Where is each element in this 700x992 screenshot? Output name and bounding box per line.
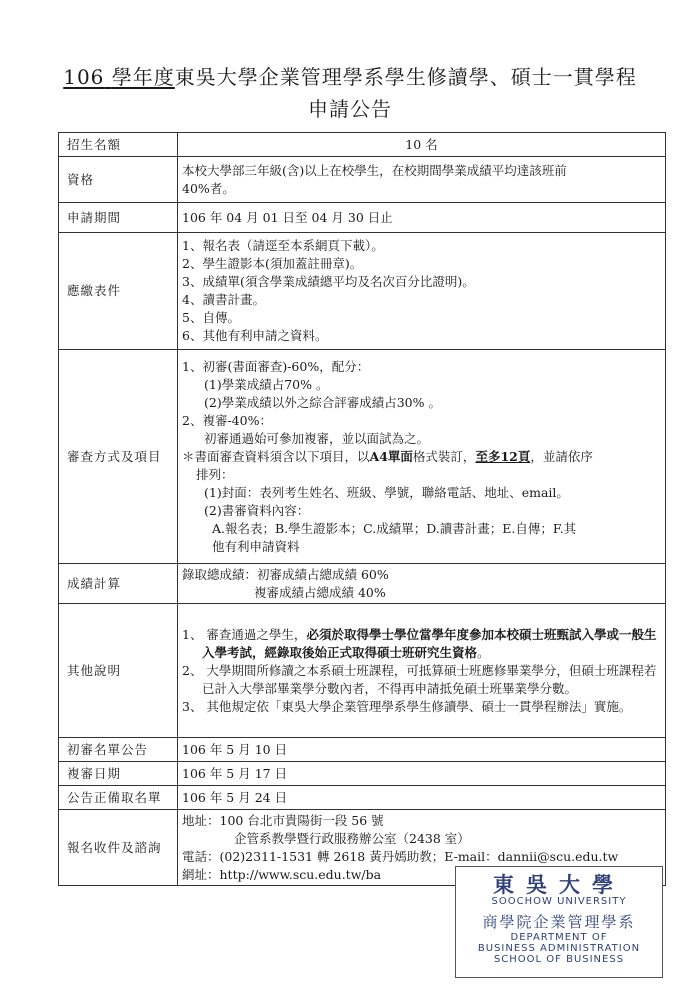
review-requirement — [182, 448, 661, 466]
note-text: 。 — [477, 644, 490, 660]
final-list-value: 106 年 5 月 24 日 — [178, 786, 666, 810]
row-first-list — [59, 738, 666, 762]
review-line: (2)書審資料內容： — [204, 502, 310, 518]
contact-website: 網址：http://www.scu.edu.tw/ba — [182, 866, 382, 882]
stamp-department-zh: 商學院企業管理學系 — [482, 913, 636, 931]
second-date-label: 複審日期 — [59, 762, 178, 786]
score-line: 複審成績占總成績 40% — [254, 584, 386, 600]
note-item — [182, 626, 661, 662]
review-req-text: 格式裝訂， — [412, 448, 476, 464]
stamp-university-zh: 東吳大學 — [493, 872, 625, 897]
department-stamp — [455, 866, 663, 978]
title-year-suffix: 學年度 — [111, 65, 175, 89]
quota-label: 招生名額 — [59, 133, 178, 157]
row-review — [59, 350, 666, 564]
application-table — [58, 132, 666, 886]
note-item: 2、 大學期間所修讀之本系碩士班課程，可抵算碩士班應修畢業學分，但碩士班課程若已計入大學部畢業學分數內者，不得再申請抵免碩士班畢業學分數。 — [182, 662, 657, 696]
stamp-line: DEPARTMENT OF — [510, 932, 608, 943]
note-item: 3、 其他規定依「東吳大學企業管理學系學生修讀學、碩士一貫學程辦法」實施。 — [182, 698, 632, 714]
notes-label: 其他說明 — [59, 604, 178, 738]
stamp-university-en: SOOCHOW UNIVERSITY — [491, 896, 627, 907]
list-item: 6、其他有利申請之資料。 — [182, 328, 328, 343]
document-title — [0, 62, 700, 124]
first-list-label: 初審名單公告 — [59, 738, 178, 762]
list-item: 1、報名表（請逕至本系網頁下載）。 — [182, 238, 384, 253]
notes-content — [178, 604, 666, 738]
review-line: (1)封面：表列考生姓名、班級、學號，聯絡電話、地址、email。 — [204, 484, 569, 500]
score-line: 錄取總成績：初審成績占總成績 60% — [182, 566, 389, 582]
documents-label: 應繳表件 — [59, 233, 178, 350]
title-year: 106 — [63, 65, 105, 89]
stamp-line: BUSINESS ADMINISTRATION — [477, 943, 641, 954]
row-period — [59, 203, 666, 233]
row-score — [59, 564, 666, 604]
note-bold-text: 必須於取得學士學位當學年度參加本校碩士班甄試入學或一般生入學考試，經錄取後始正式取得碩士班研究生資格 — [202, 626, 657, 660]
first-list-value: 106 年 5 月 10 日 — [178, 738, 666, 762]
list-item: 4、讀書計畫。 — [182, 292, 265, 307]
review-content — [178, 350, 666, 564]
review-line: (2)學業成績以外之綜合評審成績占30% 。 — [204, 394, 441, 410]
note-text: 1、 審查通過之學生， — [182, 626, 307, 642]
review-line: A.報名表；B.學生證影本；C.成績單；D.讀書計畫；E.自傳；F.其 — [212, 520, 577, 536]
review-line: 1、初審(書面審查)-60%，配分： — [182, 358, 370, 374]
review-line: 2、複審-40%： — [182, 412, 272, 428]
row-eligibility — [59, 157, 666, 203]
contact-label: 報名收件及諮詢 — [59, 810, 178, 886]
list-item: 5、自傳。 — [182, 310, 240, 325]
review-req-format: A4單面 — [369, 448, 413, 464]
period-label: 申請期間 — [59, 203, 178, 233]
score-label: 成績計算 — [59, 564, 178, 604]
list-item: 2、學生證影本(須加蓋註冊章)。 — [182, 256, 363, 271]
review-line: 初審通過始可參加複審，並以面試為之。 — [204, 430, 430, 446]
review-req-text: ＊書面審查資料須含以下項目，以 — [182, 448, 370, 464]
title-year-underlined — [63, 65, 175, 89]
second-date-value: 106 年 5 月 17 日 — [178, 762, 666, 786]
review-line: 排列： — [196, 466, 234, 482]
row-final-list — [59, 786, 666, 810]
eligibility-label: 資格 — [59, 157, 178, 203]
quota-value: 10 名 — [178, 133, 666, 157]
final-list-label: 公告正備取名單 — [59, 786, 178, 810]
review-line: 他有利申請資料 — [212, 538, 300, 554]
eligibility-line-1: 本校大學部三年級(含)以上在校學生，在校期間學業成績平均達該班前 — [182, 162, 567, 178]
review-req-text: ，並請依序 — [530, 448, 593, 464]
period-value: 106 年 04 月 01 日至 04 月 30 日止 — [178, 203, 666, 233]
contact-phone-email: 電話：(02)2311-1531 轉 2618 黃丹嫣助教；E-mail：dannii@scu.edu.tw — [182, 848, 619, 864]
stamp-department-en — [456, 932, 662, 965]
score-content — [178, 564, 666, 604]
stamp-line: SCHOOL OF BUSINESS — [493, 954, 625, 965]
eligibility-line-2: 40%者。 — [182, 180, 235, 196]
row-documents — [59, 233, 666, 350]
documents-list — [178, 233, 666, 350]
row-notes — [59, 604, 666, 738]
review-line: (1)學業成績占70% 。 — [204, 376, 329, 392]
title-line-1 — [0, 62, 700, 92]
list-item: 3、成績單(須含學業成績總平均及名次百分比證明)。 — [182, 274, 475, 289]
review-req-pages: 至多12頁 — [475, 448, 531, 464]
row-quota — [59, 133, 666, 157]
row-second-date — [59, 762, 666, 786]
title-line-2: 申請公告 — [308, 97, 392, 121]
title-main: 東吳大學企業管理學系學生修讀學、碩士一貫學程 — [174, 65, 637, 89]
contact-office: 企管系教學暨行政服務辦公室（2438 室） — [234, 830, 470, 846]
contact-address: 地址：100 台北市貴陽街一段 56 號 — [182, 812, 384, 828]
review-label: 審查方式及項目 — [59, 350, 178, 564]
eligibility-value — [178, 157, 666, 203]
